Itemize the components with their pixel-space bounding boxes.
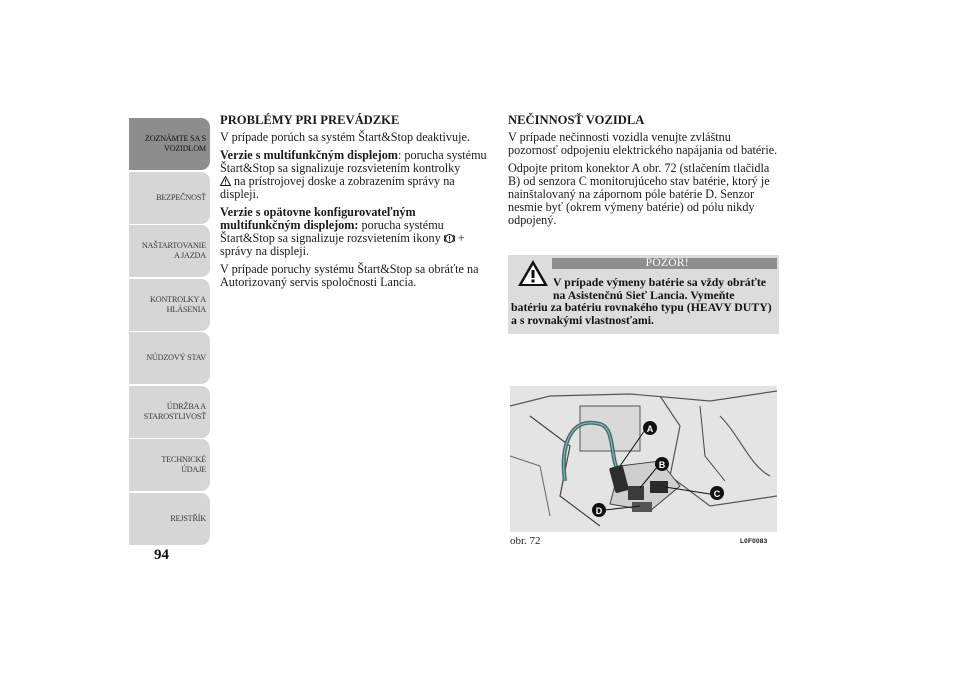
tab-label: REJSTŘÍK bbox=[170, 513, 206, 523]
paragraph bbox=[508, 162, 783, 227]
text: na prístrojovej doske a zobrazením správy na displeji. bbox=[220, 174, 455, 201]
text: V prípade nečinnosti vozidla venujte zvláštnu pozornosť odpojeniu elektrického napájania od batérie. bbox=[508, 130, 778, 157]
tab-label: ÚDRŽBA A STAROSTLIVOSŤ bbox=[143, 401, 206, 421]
tab-label: TECHNICKÉ ÚDAJE bbox=[161, 455, 206, 474]
tab-kontrolky[interactable] bbox=[129, 279, 210, 331]
figure-code: L0F0083 bbox=[740, 538, 768, 545]
callout-c bbox=[710, 486, 724, 500]
text: porucha systému Štart&Stop sa signalizuje rozsvietením ikony bbox=[220, 218, 444, 245]
svg-text:D: D bbox=[595, 506, 603, 516]
tab-label: NAŠTARTOVANIE A JAZDA bbox=[141, 241, 206, 260]
tab-label: NÚDZOVÝ STAV bbox=[146, 353, 206, 362]
warning-line: batériu za batériu rovnakého typu (HEAVY DUTY) a s rovnakými vlastnosťami. bbox=[511, 300, 772, 327]
warning-box bbox=[508, 255, 779, 334]
warning-title: POZOR! bbox=[552, 258, 777, 269]
paragraph bbox=[220, 149, 495, 201]
warning-line: V prípade výmeny batérie sa vždy obráťte bbox=[553, 275, 767, 289]
battery-figure bbox=[510, 386, 777, 532]
tab-zoznamte-sa[interactable] bbox=[129, 118, 210, 170]
text: V prípade poruchy systému Štart&Stop sa obráťte na Autorizovaný servis spoločnosti Lancia. bbox=[220, 262, 479, 289]
callout-a bbox=[643, 421, 657, 435]
tab-label: BEZPEČNOSŤ bbox=[156, 192, 206, 202]
paragraph bbox=[220, 206, 495, 258]
tab-nudzovy-stav[interactable] bbox=[129, 332, 210, 384]
tab-technicke-udaje[interactable] bbox=[129, 439, 210, 491]
battery-illustration bbox=[510, 386, 777, 532]
callout-d bbox=[592, 503, 606, 517]
left-column bbox=[220, 114, 495, 294]
paragraph bbox=[220, 263, 495, 289]
text: + správy na displeji. bbox=[220, 231, 465, 258]
tab-udrzba[interactable] bbox=[129, 386, 210, 438]
warning-text bbox=[511, 276, 777, 326]
paragraph bbox=[508, 131, 783, 157]
svg-text:B: B bbox=[658, 460, 666, 470]
warning-line: na Asistenčnú Sieť Lancia. Vymeňte bbox=[553, 287, 735, 302]
tab-rejstrik[interactable] bbox=[129, 493, 210, 545]
figure-caption: obr. 72 bbox=[510, 535, 541, 547]
bold-lead: Verzie s opätovne konfigurovateľným multifunkčným displejom: bbox=[220, 205, 416, 232]
tab-label: KONTROLKY A HLÁSENIA bbox=[150, 294, 206, 314]
warning-triangle-icon bbox=[220, 176, 231, 186]
tab-bezpecnost[interactable] bbox=[129, 172, 210, 224]
start-stop-fault-icon bbox=[444, 233, 455, 244]
text: : porucha systému Štart&Stop sa signalizuje rozsvietením kontrolky bbox=[220, 148, 487, 175]
tab-label: ZOZNÁMTE SA S VOZIDLOM bbox=[144, 134, 206, 153]
tab-nastartovanie[interactable] bbox=[129, 225, 210, 277]
svg-text:A: A bbox=[646, 424, 654, 434]
bold-lead: Verzie s multifunkčným displejom bbox=[220, 148, 398, 162]
page-number: 94 bbox=[154, 547, 169, 563]
section-heading-inactivity: NEČINNOSŤ VOZIDLA bbox=[508, 113, 645, 127]
svg-text:C: C bbox=[713, 489, 721, 499]
right-column bbox=[508, 114, 783, 232]
section-heading-problems: PROBLÉMY PRI PREVÁDZKE bbox=[220, 113, 400, 127]
chapter-tabs bbox=[129, 118, 210, 546]
text: Odpojte pritom konektor A obr. 72 (stlačením tlačidla B) od senzora C monitorujúceho stav batérie, ktorý je nainštalovaný na zápornom póle batérie D. Senzor nesmie byť (okrem výmeny batérie) od pólu nikdy odpojený. bbox=[508, 161, 770, 227]
callout-b bbox=[655, 457, 669, 471]
paragraph bbox=[220, 131, 495, 144]
text: V prípade porúch sa systém Štart&Stop deaktivuje. bbox=[220, 130, 470, 144]
